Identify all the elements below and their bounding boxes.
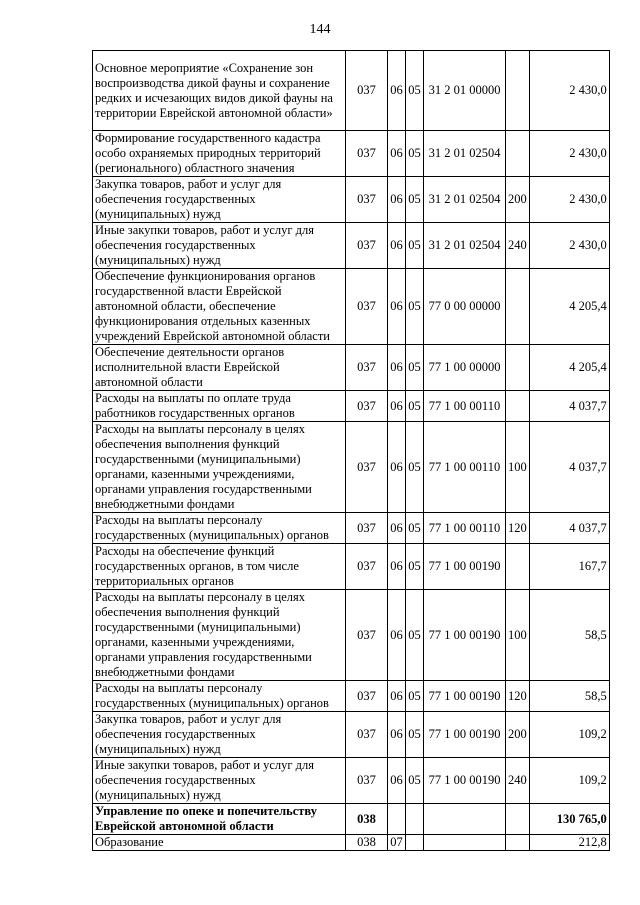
- section-code: 06: [388, 177, 406, 223]
- table-row: [93, 177, 610, 223]
- table-row: [93, 51, 610, 131]
- subsection-code: 05: [406, 269, 424, 345]
- expense-type-code: [506, 544, 530, 590]
- row-name: Закупка товаров, работ и услуг для обеспечения государственных (муниципальных) нужд: [93, 712, 346, 758]
- row-name: Образование: [93, 835, 346, 851]
- ministry-code: 037: [346, 758, 388, 804]
- row-name: Формирование государственного кадастра особо охраняемых природных территорий (регионального) областного значения: [93, 131, 346, 177]
- subsection-code: 05: [406, 422, 424, 513]
- section-code: 06: [388, 590, 406, 681]
- row-name: Обеспечение функционирования органов государственной власти Еврейской автономной области, обеспечение функционирования отдельных казенных учреждений Еврейской автономной области: [93, 269, 346, 345]
- expense-type-code: 240: [506, 758, 530, 804]
- expense-type-code: 120: [506, 513, 530, 544]
- ministry-code: 037: [346, 131, 388, 177]
- expense-type-code: 200: [506, 177, 530, 223]
- amount: 4 205,4: [529, 269, 609, 345]
- table-row: [93, 391, 610, 422]
- target-article-code: 31 2 01 00000: [424, 51, 506, 131]
- subsection-code: 05: [406, 590, 424, 681]
- target-article-code: [424, 804, 506, 835]
- table-row: [93, 345, 610, 391]
- ministry-code: 037: [346, 712, 388, 758]
- ministry-code: 037: [346, 513, 388, 544]
- row-name: Закупка товаров, работ и услуг для обеспечения государственных (муниципальных) нужд: [93, 177, 346, 223]
- target-article-code: 77 0 00 00000: [424, 269, 506, 345]
- target-article-code: 77 1 00 00110: [424, 422, 506, 513]
- amount: 2 430,0: [529, 131, 609, 177]
- amount: 2 430,0: [529, 51, 609, 131]
- table-row: [93, 835, 610, 851]
- target-article-code: [424, 835, 506, 851]
- amount: 4 205,4: [529, 345, 609, 391]
- section-code: 06: [388, 269, 406, 345]
- table-row: [93, 712, 610, 758]
- amount: 4 037,7: [529, 513, 609, 544]
- subsection-code: 05: [406, 131, 424, 177]
- target-article-code: 31 2 01 02504: [424, 131, 506, 177]
- ministry-code: 037: [346, 590, 388, 681]
- ministry-code: 037: [346, 269, 388, 345]
- row-name: Иные закупки товаров, работ и услуг для обеспечения государственных (муниципальных) нужд: [93, 223, 346, 269]
- ministry-code: 037: [346, 223, 388, 269]
- ministry-code: 037: [346, 345, 388, 391]
- ministry-code: 037: [346, 177, 388, 223]
- expense-type-code: [506, 131, 530, 177]
- ministry-code: 037: [346, 681, 388, 712]
- expense-type-code: [506, 835, 530, 851]
- expense-type-code: 100: [506, 422, 530, 513]
- amount: 2 430,0: [529, 223, 609, 269]
- table-row: [93, 269, 610, 345]
- subsection-code: 05: [406, 177, 424, 223]
- amount: 109,2: [529, 712, 609, 758]
- page-number: 144: [309, 22, 331, 37]
- row-name: Расходы на обеспечение функций государственных органов, в том числе территориальных органов: [93, 544, 346, 590]
- table-row: [93, 804, 610, 835]
- expense-type-code: [506, 391, 530, 422]
- table-row: [93, 758, 610, 804]
- section-code: 06: [388, 758, 406, 804]
- section-code: 06: [388, 131, 406, 177]
- target-article-code: 77 1 00 00190: [424, 712, 506, 758]
- amount: 212,8: [529, 835, 609, 851]
- subsection-code: 05: [406, 681, 424, 712]
- subsection-code: 05: [406, 758, 424, 804]
- table-row: [93, 223, 610, 269]
- subsection-code: 05: [406, 51, 424, 131]
- table-row: [93, 422, 610, 513]
- target-article-code: 31 2 01 02504: [424, 223, 506, 269]
- ministry-code: 037: [346, 51, 388, 131]
- subsection-code: 05: [406, 544, 424, 590]
- expense-type-code: [506, 269, 530, 345]
- table-row: [93, 590, 610, 681]
- expense-type-code: [506, 51, 530, 131]
- subsection-code: [406, 804, 424, 835]
- section-code: 06: [388, 422, 406, 513]
- row-name: Расходы на выплаты персоналу в целях обеспечения выполнения функций государственными (муниципальными) органами, казенными учреждениями, органами управления государственными внебюджетными фондами: [93, 590, 346, 681]
- subsection-code: 05: [406, 345, 424, 391]
- section-code: 06: [388, 513, 406, 544]
- target-article-code: 77 1 00 00190: [424, 544, 506, 590]
- table-row: [93, 513, 610, 544]
- section-code: 06: [388, 391, 406, 422]
- section-code: 06: [388, 223, 406, 269]
- row-name: Расходы на выплаты по оплате труда работников государственных органов: [93, 391, 346, 422]
- subsection-code: 05: [406, 391, 424, 422]
- amount: 2 430,0: [529, 177, 609, 223]
- expense-type-code: [506, 804, 530, 835]
- section-code: 07: [388, 835, 406, 851]
- table-row: [93, 681, 610, 712]
- row-name: Иные закупки товаров, работ и услуг для обеспечения государственных (муниципальных) нужд: [93, 758, 346, 804]
- table-row: [93, 131, 610, 177]
- section-code: 06: [388, 544, 406, 590]
- amount: 167,7: [529, 544, 609, 590]
- table-row: [93, 544, 610, 590]
- expense-type-code: 200: [506, 712, 530, 758]
- expense-type-code: 100: [506, 590, 530, 681]
- row-name: Расходы на выплаты персоналу государственных (муниципальных) органов: [93, 681, 346, 712]
- section-code: 06: [388, 345, 406, 391]
- section-code: 06: [388, 712, 406, 758]
- amount: 4 037,7: [529, 422, 609, 513]
- section-code: [388, 804, 406, 835]
- section-code: 06: [388, 681, 406, 712]
- amount: 130 765,0: [529, 804, 609, 835]
- amount: 58,5: [529, 590, 609, 681]
- target-article-code: 77 1 00 00190: [424, 758, 506, 804]
- budget-table: [92, 50, 610, 851]
- row-name: Основное мероприятие «Сохранение зон воспроизводства дикой фауны и сохранение редких и исчезающих видов дикой фауны на территории Еврейской автономной области»: [93, 51, 346, 131]
- ministry-code: 037: [346, 391, 388, 422]
- row-name: Управление по опеке и попечительству Еврейской автономной области: [93, 804, 346, 835]
- target-article-code: 31 2 01 02504: [424, 177, 506, 223]
- target-article-code: 77 1 00 00000: [424, 345, 506, 391]
- target-article-code: 77 1 00 00110: [424, 391, 506, 422]
- expense-type-code: [506, 345, 530, 391]
- ministry-code: 038: [346, 835, 388, 851]
- amount: 58,5: [529, 681, 609, 712]
- target-article-code: 77 1 00 00190: [424, 681, 506, 712]
- ministry-code: 037: [346, 422, 388, 513]
- ministry-code: 037: [346, 544, 388, 590]
- row-name: Расходы на выплаты персоналу в целях обеспечения выполнения функций государственными (муниципальными) органами, казенными учреждениями, органами управления государственными внебюджетными фондами: [93, 422, 346, 513]
- subsection-code: 05: [406, 513, 424, 544]
- row-name: Обеспечение деятельности органов исполнительной власти Еврейской автономной области: [93, 345, 346, 391]
- target-article-code: 77 1 00 00110: [424, 513, 506, 544]
- amount: 4 037,7: [529, 391, 609, 422]
- amount: 109,2: [529, 758, 609, 804]
- expense-type-code: 240: [506, 223, 530, 269]
- subsection-code: 05: [406, 223, 424, 269]
- ministry-code: 038: [346, 804, 388, 835]
- subsection-code: 05: [406, 712, 424, 758]
- expense-type-code: 120: [506, 681, 530, 712]
- section-code: 06: [388, 51, 406, 131]
- target-article-code: 77 1 00 00190: [424, 590, 506, 681]
- row-name: Расходы на выплаты персоналу государственных (муниципальных) органов: [93, 513, 346, 544]
- subsection-code: [406, 835, 424, 851]
